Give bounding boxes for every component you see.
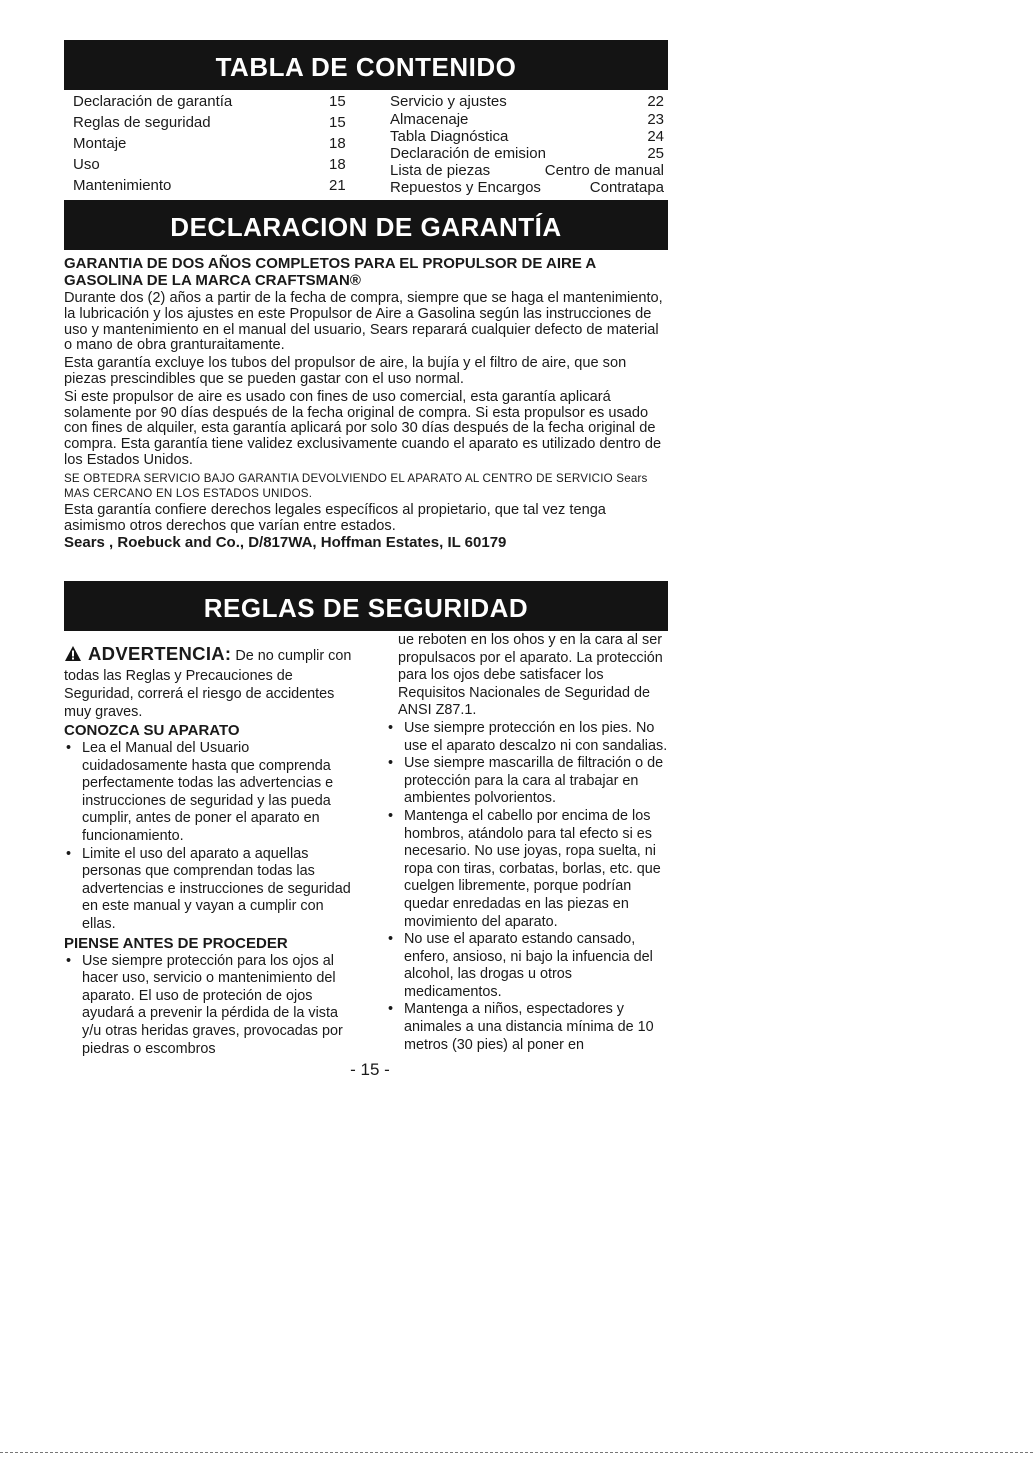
warning-statement xyxy=(64,645,354,721)
toc-entry-page: 15 xyxy=(329,93,346,110)
bullet-text: Lea el Manual del Usuario cuidadosamente hasta que comprenda perfectamente todas las advertencias e instrucciones de seguridad y las pueda cumplir, antes de poner el aparato en funcionamiento. xyxy=(82,740,334,844)
toc-banner: TABLA DE CONTENIDO xyxy=(64,40,668,90)
page-number: - 15 - xyxy=(350,1060,390,1079)
safety-bullet xyxy=(64,846,354,934)
safety-banner: REGLAS DE SEGURIDAD xyxy=(64,581,668,631)
warning-word: ADVERTENCIA: xyxy=(88,643,232,664)
bullet-dot-icon: • xyxy=(388,1001,394,1018)
toc-entry-page: Contratapa xyxy=(589,179,664,196)
subheading-think-before: PIENSE ANTES DE PROCEDER xyxy=(64,934,288,952)
safety-bullet xyxy=(386,931,670,1001)
toc-entry[interactable] xyxy=(390,93,664,110)
safety-bullet xyxy=(64,740,354,846)
bullet-continuation: ue reboten en los ohos y en la cara al ser propulsacos por el aparato. La protección para los ojos debe satisfacer los Requisitos Nacionales de Seguridad de ANSI Z87.1. xyxy=(398,632,663,719)
toc-entry-label: Almacenaje xyxy=(390,111,469,128)
bullet-dot-icon: • xyxy=(66,952,72,969)
bullet-text: No use el aparato estando cansado, enfero, ansioso, ni bajo la infuencia del alcohol, las drogas u otros medicamentos. xyxy=(404,931,653,1000)
bullet-dot-icon: • xyxy=(388,755,394,772)
toc-entry[interactable] xyxy=(390,111,664,128)
toc-entry[interactable] xyxy=(390,179,664,196)
safety-left-column xyxy=(64,645,354,1058)
safety-bullet xyxy=(386,808,670,931)
warranty-paragraph: Si este propulsor de aire es usado con fines de uso comercial, esta garantía aplicará solamente por 90 días después de la fecha original de compra. Si esta propulsor es usado con fines de alquiler, esta garantía aplicará por solo 30 días después de la fecha original de compra. Esta garantía tiene validez exclusivamente cuando el aparato es utilizado dentro de los Estados Unidos. xyxy=(64,388,662,468)
bullet-dot-icon: • xyxy=(388,931,394,948)
toc-entry[interactable] xyxy=(390,128,664,145)
toc-entry-page: 18 xyxy=(329,135,346,152)
toc-entry-label: Montaje xyxy=(73,135,127,152)
warranty-paragraph: Durante dos (2) años a partir de la fecha de compra, siempre que se haga el mantenimiento, la lubricación y los ajustes en este Propulsor de Aire a Gasolina según las instrucciones de uso y mantenimiento en el manual del usuario, Sears reparará cualquier defecto de material o mano de obra granturaitamente. xyxy=(64,290,663,354)
warranty-address: Sears , Roebuck and Co., D/817WA, Hoffman Estates, IL 60179 xyxy=(64,534,507,552)
bullet-dot-icon: • xyxy=(66,845,72,862)
toc-entry-label: Uso xyxy=(73,156,100,173)
toc-entry-label: Reglas de seguridad xyxy=(73,114,211,131)
safety-bullet xyxy=(386,720,670,755)
toc-entry[interactable] xyxy=(73,156,348,173)
toc-left xyxy=(73,93,348,203)
warning-text: De no cumplir con todas las Reglas y Precauciones de Seguridad, correrá el riesgo de accidentes muy graves. xyxy=(64,648,352,720)
safety-bullet xyxy=(64,953,354,1059)
toc-entry-label: Servicio y ajustes xyxy=(390,93,507,110)
warranty-service-note: SE OBTEDRA SERVICIO BAJO GARANTIA DEVOLVIENDO EL APARATO AL CENTRO DE SERVICIO Sears MAS CERCANO EN LOS ESTADOS UNIDOS. xyxy=(64,471,648,500)
toc-entry-label: Lista de piezas xyxy=(390,162,491,179)
toc-entry[interactable] xyxy=(73,135,348,152)
bottom-divider xyxy=(0,1452,1033,1453)
safety-bullet xyxy=(386,1001,670,1054)
toc-entry-label: Mantenimiento xyxy=(73,177,172,194)
warranty-heading-line: GARANTIA DE DOS AÑOS COMPLETOS PARA EL PROPULSOR DE AIRE A xyxy=(64,255,597,272)
toc-entry[interactable] xyxy=(73,93,348,110)
toc-entry[interactable] xyxy=(390,162,664,179)
bullet-text: Use siempre protección para los ojos al hacer uso, servicio o mantenimiento del aparato. El uso de proteción de ojos ayudará a prevenir la pérdida de la vista y/u otras heridas graves, provocadas por piedras o escombros xyxy=(82,952,343,1057)
warranty-banner: DECLARACION DE GARANTÍA xyxy=(64,200,668,250)
toc-entry[interactable] xyxy=(73,114,348,131)
bullet-dot-icon: • xyxy=(388,807,394,824)
bullet-text: Mantenga el cabello por encima de los hombros, atándolo para tal efecto si es necesario. No use joyas, ropa suelta, ni ropa con tiras, corbatas, borlas, etc. que cuelgen libremente, porque podrían quedar enredadas en las piezas en movimiento del aparato. xyxy=(404,807,661,930)
toc-entry-page: 22 xyxy=(647,93,664,110)
bullet-text: Mantenga a niños, espectadores y animales a una distancia mínima de 10 metros (30 pies) al poner en xyxy=(404,1001,654,1053)
bullet-text: Limite el uso del aparato a aquellas personas que comprendan todas las advertencias e instrucciones de seguridad en este manual y vayan a cumplir con ellas. xyxy=(82,845,351,932)
warranty-heading xyxy=(64,255,668,289)
toc-entry-label: Declaración de emision xyxy=(390,145,546,162)
toc-entry-label: Declaración de garantía xyxy=(73,93,233,110)
warranty-heading-line: GASOLINA DE LA MARCA CRAFTSMAN® xyxy=(64,272,361,289)
toc-entry-page: 18 xyxy=(329,156,346,173)
toc-entry-page: 25 xyxy=(647,145,664,162)
subheading-know-your-unit: CONOZCA SU APARATO xyxy=(64,722,240,739)
bullet-text: Use siempre mascarilla de filtración o de protección para la cara al trabajar en ambientes polvorientos. xyxy=(404,755,664,807)
safety-right-column xyxy=(386,632,670,1054)
safety-bullet xyxy=(386,755,670,808)
toc-entry-label: Repuestos y Encargos xyxy=(390,179,541,196)
toc-entry[interactable] xyxy=(73,177,348,194)
warranty-paragraph: Esta garantía excluye los tubos del propulsor de aire, la bujía y el filtro de aire, que son piezas prescindibles que se pueden gastar con el uso normal. xyxy=(64,355,627,387)
warranty-paragraph: Esta garantía confiere derechos legales específicos al propietario, que tal vez tenga asimismo otros derechos que varían entre estados. xyxy=(64,501,606,534)
toc-right xyxy=(390,93,664,199)
bullet-dot-icon: • xyxy=(66,740,72,756)
toc-entry-page: 15 xyxy=(329,114,346,131)
toc-entry-page: Centro de manual xyxy=(544,162,664,179)
bullet-text: Use siempre protección en los pies. No use el aparato descalzo ni con sandalias. xyxy=(404,719,668,754)
toc-entry-page: 23 xyxy=(647,111,664,128)
bullet-dot-icon: • xyxy=(388,719,394,736)
toc-entry-page: 24 xyxy=(647,128,664,145)
warning-triangle-icon xyxy=(64,645,82,667)
toc-entry-page: 21 xyxy=(329,177,346,194)
toc-entry-label: Tabla Diagnóstica xyxy=(390,128,509,145)
toc-entry[interactable] xyxy=(390,145,664,162)
warranty-section xyxy=(64,255,668,551)
